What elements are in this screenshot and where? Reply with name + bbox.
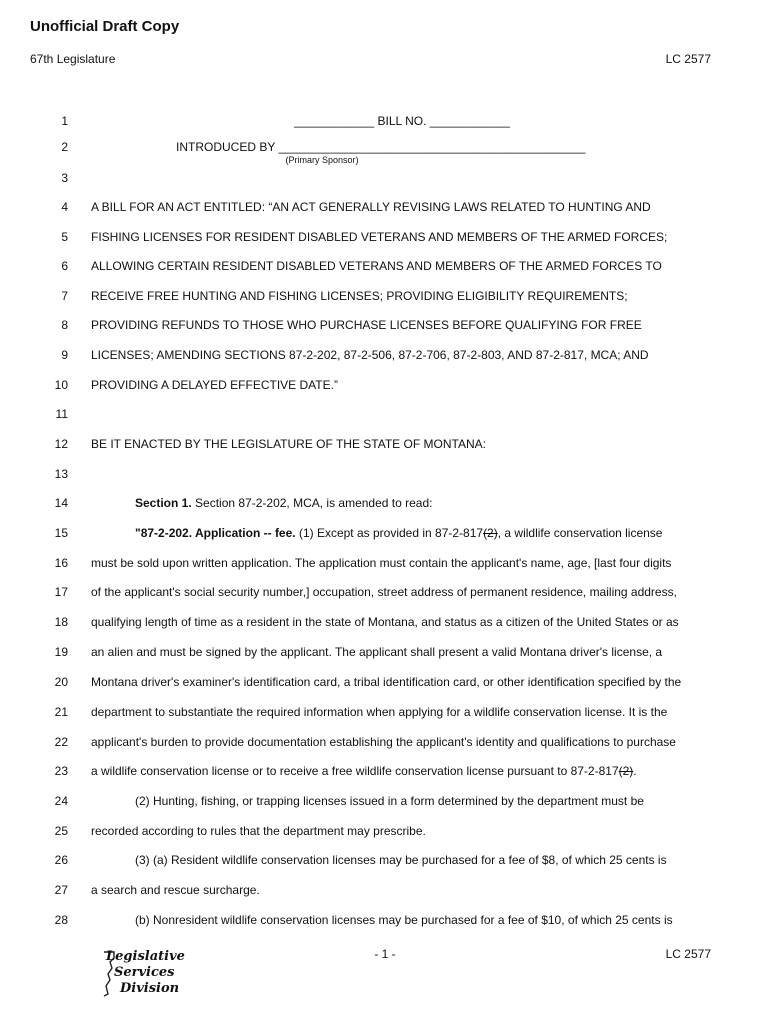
draft-title: Unofficial Draft Copy	[30, 18, 180, 35]
line-number: 11	[55, 407, 68, 421]
line-14	[0, 493, 770, 513]
line-number: 4	[61, 200, 68, 214]
line-17	[0, 582, 770, 602]
line-number: 14	[54, 496, 68, 510]
line-text: (3) (a) Resident wildlife conservation licenses may be purchased for a fee of $8, of which 25 cents is	[135, 853, 667, 867]
bill-no-line: ____________ BILL NO. ____________	[294, 114, 510, 128]
section-heading	[135, 493, 757, 513]
line-18	[0, 612, 770, 632]
line-text: (b) Nonresident wildlife conservation licenses may be purchased for a fee of $10, of which 25 cents is	[135, 913, 673, 927]
line-number: 27	[54, 883, 68, 897]
line-text: "87-2-202. Application -- fee. (1) Except as provided in 87-2-817(2), a wildlife conservation license	[135, 526, 663, 540]
line-number: 2	[61, 140, 68, 154]
line-8	[0, 315, 770, 335]
section-heading-text: Section 87-2-202, MCA, is amended to read:	[191, 496, 433, 510]
line-number: 28	[54, 913, 68, 927]
struck-text: (2)	[483, 526, 498, 540]
line-11	[0, 404, 770, 424]
line-23	[0, 761, 770, 781]
line-number: 8	[61, 318, 68, 332]
line-number: 24	[54, 794, 68, 808]
line-13	[0, 464, 770, 484]
primary-sponsor-label: (Primary Sponsor)	[285, 155, 359, 165]
line-text: must be sold upon written application. The application must contain the applicant's name, age, [last four digits	[91, 556, 672, 570]
line-number: 13	[54, 467, 68, 481]
line-text: recorded according to rules that the department may prescribe.	[91, 824, 426, 838]
code-section-title: "87-2-202. Application -- fee.	[135, 526, 296, 540]
line-number: 1	[61, 114, 68, 128]
line-number: 7	[61, 289, 68, 303]
line-text: PROVIDING A DELAYED EFFECTIVE DATE.”	[91, 378, 338, 392]
line-number: 19	[54, 645, 68, 659]
line-text: of the applicant's social security number,] occupation, street address of permanent residence, mailing address,	[91, 585, 677, 599]
line-text: LICENSES; AMENDING SECTIONS 87-2-202, 87-2-506, 87-2-706, 87-2-803, AND 87-2-817, MCA; AND	[91, 348, 649, 362]
line-number: 15	[54, 526, 68, 540]
line-28	[0, 910, 770, 930]
struck-text: (2)	[618, 764, 634, 778]
line-number: 25	[54, 824, 68, 838]
line-25	[0, 821, 770, 841]
line-15	[0, 523, 770, 543]
line-text: FISHING LICENSES FOR RESIDENT DISABLED VETERANS AND MEMBERS OF THE ARMED FORCES;	[91, 230, 668, 244]
line-5	[0, 227, 770, 247]
line-10	[0, 375, 770, 395]
line-number: 12	[54, 437, 68, 451]
section-number: Section 1.	[135, 496, 192, 510]
line-number: 22	[54, 735, 68, 749]
line-9	[0, 345, 770, 365]
logo-line-2: Services	[114, 965, 175, 980]
line-number: 6	[61, 259, 68, 273]
line-text: qualifying length of time as a resident in the state of Montana, and status as a citizen of the United States or as	[91, 615, 679, 629]
page-number: - 1 -	[374, 947, 396, 961]
line-20	[0, 672, 770, 692]
line-number: 5	[61, 230, 68, 244]
line-7	[0, 286, 770, 306]
line-text: department to substantiate the required information when applying for a wildlife conservation license. It is the	[91, 705, 668, 719]
line-2	[0, 137, 770, 157]
line-text: A BILL FOR AN ACT ENTITLED: “AN ACT GENERALLY REVISING LAWS RELATED TO HUNTING AND	[91, 200, 651, 214]
line-number: 26	[54, 853, 68, 867]
line-text: RECEIVE FREE HUNTING AND FISHING LICENSES; PROVIDING ELIGIBILITY REQUIREMENTS;	[91, 289, 628, 303]
line-19	[0, 642, 770, 662]
introduced-by: INTRODUCED BY ______________________________________________	[176, 140, 586, 154]
line-text: PROVIDING REFUNDS TO THOSE WHO PURCHASE LICENSES BEFORE QUALIFYING FOR FREE	[91, 318, 642, 332]
line-text: a search and rescue surcharge.	[91, 883, 260, 897]
line-number: 21	[54, 705, 68, 719]
line-number: 23	[54, 764, 68, 778]
line-26	[0, 850, 770, 870]
line-4	[0, 197, 770, 217]
line-text: BE IT ENACTED BY THE LEGISLATURE OF THE STATE OF MONTANA:	[91, 437, 486, 451]
line-22	[0, 732, 770, 752]
line-text: an alien and must be signed by the applicant. The applicant shall present a valid Montana driver's license, a	[91, 645, 663, 659]
line-number: 10	[54, 378, 68, 392]
logo-line-3: Division	[120, 981, 180, 996]
line-21	[0, 702, 770, 722]
line-number: 9	[61, 348, 68, 362]
line-24	[0, 791, 770, 811]
line-3	[0, 168, 770, 188]
line-text: (2) Hunting, fishing, or trapping licenses issued in a form determined by the department must be	[135, 794, 644, 808]
line-1	[0, 111, 770, 131]
line-number: 18	[54, 615, 68, 629]
lc-number-top: LC 2577	[665, 52, 711, 66]
line-text: ALLOWING CERTAIN RESIDENT DISABLED VETERANS AND MEMBERS OF THE ARMED FORCES TO	[91, 259, 662, 273]
line-number: 17	[54, 585, 68, 599]
line-27	[0, 880, 770, 900]
line-16	[0, 553, 770, 573]
line-text: applicant's burden to provide documentation establishing the applicant's identity and qualifications to purchase	[91, 735, 676, 749]
logo-line-1: Legislative	[106, 949, 185, 964]
line-12	[0, 434, 770, 454]
line-6	[0, 256, 770, 276]
line-number: 3	[61, 171, 68, 185]
line-text: a wildlife conservation license or to receive a free wildlife conservation license pursuant to 87-2-817(2).	[91, 764, 637, 778]
lc-number-bottom: LC 2577	[665, 947, 711, 961]
line-text: Montana driver's examiner's identification card, a tribal identification card, or other identification specified by the	[91, 675, 682, 689]
line-number: 20	[54, 675, 68, 689]
legislature-label: 67th Legislature	[30, 52, 116, 66]
line-number: 16	[54, 556, 68, 570]
